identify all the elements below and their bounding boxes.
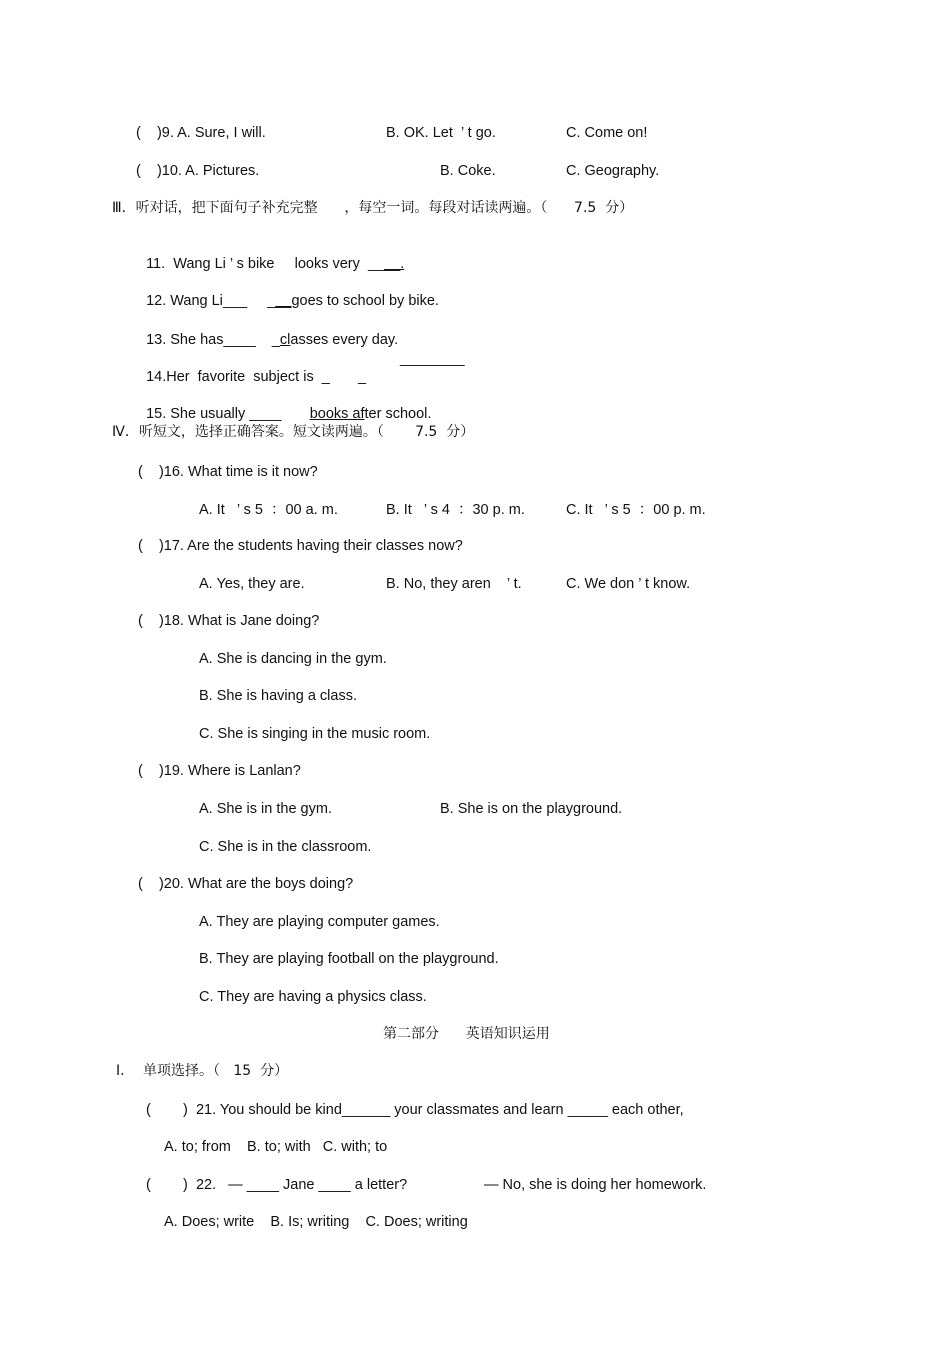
q15-text-a: 15. She usually ____	[146, 406, 310, 422]
q22-options: A. Does; write B. Is; writing C. Does; writing	[164, 1214, 468, 1230]
q11-line	[138, 237, 404, 273]
q17-stem: ( )17. Are the students having their classes now?	[138, 538, 463, 554]
q10-stem: ( )10. A. Pictures.	[136, 163, 260, 179]
q11-blank: __.	[384, 256, 405, 272]
q14-text: 14.Her favorite subject is _ _	[146, 369, 367, 385]
q15-blank: books af	[309, 406, 365, 422]
q12-line	[138, 274, 439, 310]
q20-option-c: C. They are having a physics class.	[199, 989, 427, 1005]
q17-option-a: A. Yes, they are.	[199, 576, 305, 592]
q17-option-c: C. We don ’ t know.	[566, 576, 691, 592]
q14-line	[138, 350, 366, 386]
q18-option-a: A. She is dancing in the gym.	[199, 651, 387, 667]
q16-option-b: B. It ’ s 4 ：30 p. m.	[386, 502, 525, 518]
q21-options: A. to; from B. to; with C. with; to	[164, 1139, 388, 1155]
q13-blank: cl	[279, 332, 291, 348]
q16-stem: ( )16. What time is it now?	[138, 464, 318, 480]
q18-option-b: B. She is having a class.	[199, 688, 357, 704]
q13-text-a: 13. She has____ _	[146, 332, 280, 348]
q21-stem: ( ) 21. You should be kind______ your classmates and learn _____ each other,	[146, 1102, 684, 1118]
q20-option-a: A. They are playing computer games.	[199, 914, 440, 930]
q18-option-c: C. She is singing in the music room.	[199, 726, 431, 742]
q22-stem: ( ) 22. — ____ Jane ____ a letter?	[146, 1177, 408, 1193]
q20-stem: ( )20. What are the boys doing?	[138, 876, 354, 892]
q12-text-b: goes to school by bike.	[291, 293, 439, 309]
q12-text-a: 12. Wang Li___ _	[146, 293, 276, 309]
q10-option-c: C. Geography.	[566, 163, 660, 179]
q9-option-c: C. Come on!	[566, 125, 648, 141]
q19-option-a: A. She is in the gym.	[199, 801, 332, 817]
q14-blank: ________	[400, 351, 465, 367]
q13-line	[138, 313, 398, 349]
q17-option-b: B. No, they aren ’ t.	[386, 576, 522, 592]
section-4-header: Ⅳ．听短文，选择正确答案。短文读两遍。（ 7.5 分）	[112, 424, 475, 440]
q9-stem: ( )9. A. Sure, I will.	[136, 125, 266, 141]
q18-stem: ( )18. What is Jane doing?	[138, 613, 320, 629]
q19-stem: ( )19. Where is Lanlan?	[138, 763, 301, 779]
q15-text-b: ter school.	[364, 406, 432, 422]
q11-text: 11. Wang Li ’ s bike looks very __	[146, 256, 385, 272]
q16-option-a: A. It ’ s 5 ：00 a. m.	[199, 502, 338, 518]
q9-option-b: B. OK. Let ’ t go.	[386, 125, 496, 141]
q13-text-b: asses every day.	[290, 332, 399, 348]
q19-option-b: B. She is on the playground.	[440, 801, 623, 817]
q20-option-b: B. They are playing football on the playground.	[199, 951, 499, 967]
q15-line	[138, 387, 431, 423]
q10-option-b: B. Coke.	[440, 163, 496, 179]
q19-option-c: C. She is in the classroom.	[199, 839, 372, 855]
section-3-header: Ⅲ．听对话，把下面句子补充完整 ，每空一词。每段对话读两遍。（ 7.5 分）	[112, 200, 634, 216]
q16-option-c: C. It ’ s 5 ：00 p. m.	[566, 502, 706, 518]
part-2-section-1-header: Ⅰ． 单项选择。（ 15 分）	[116, 1063, 289, 1079]
q22-answer: — No, she is doing her homework.	[484, 1177, 707, 1193]
part-2-title: 第二部分 英语知识运用	[383, 1026, 550, 1042]
q12-blank: __	[275, 293, 292, 309]
